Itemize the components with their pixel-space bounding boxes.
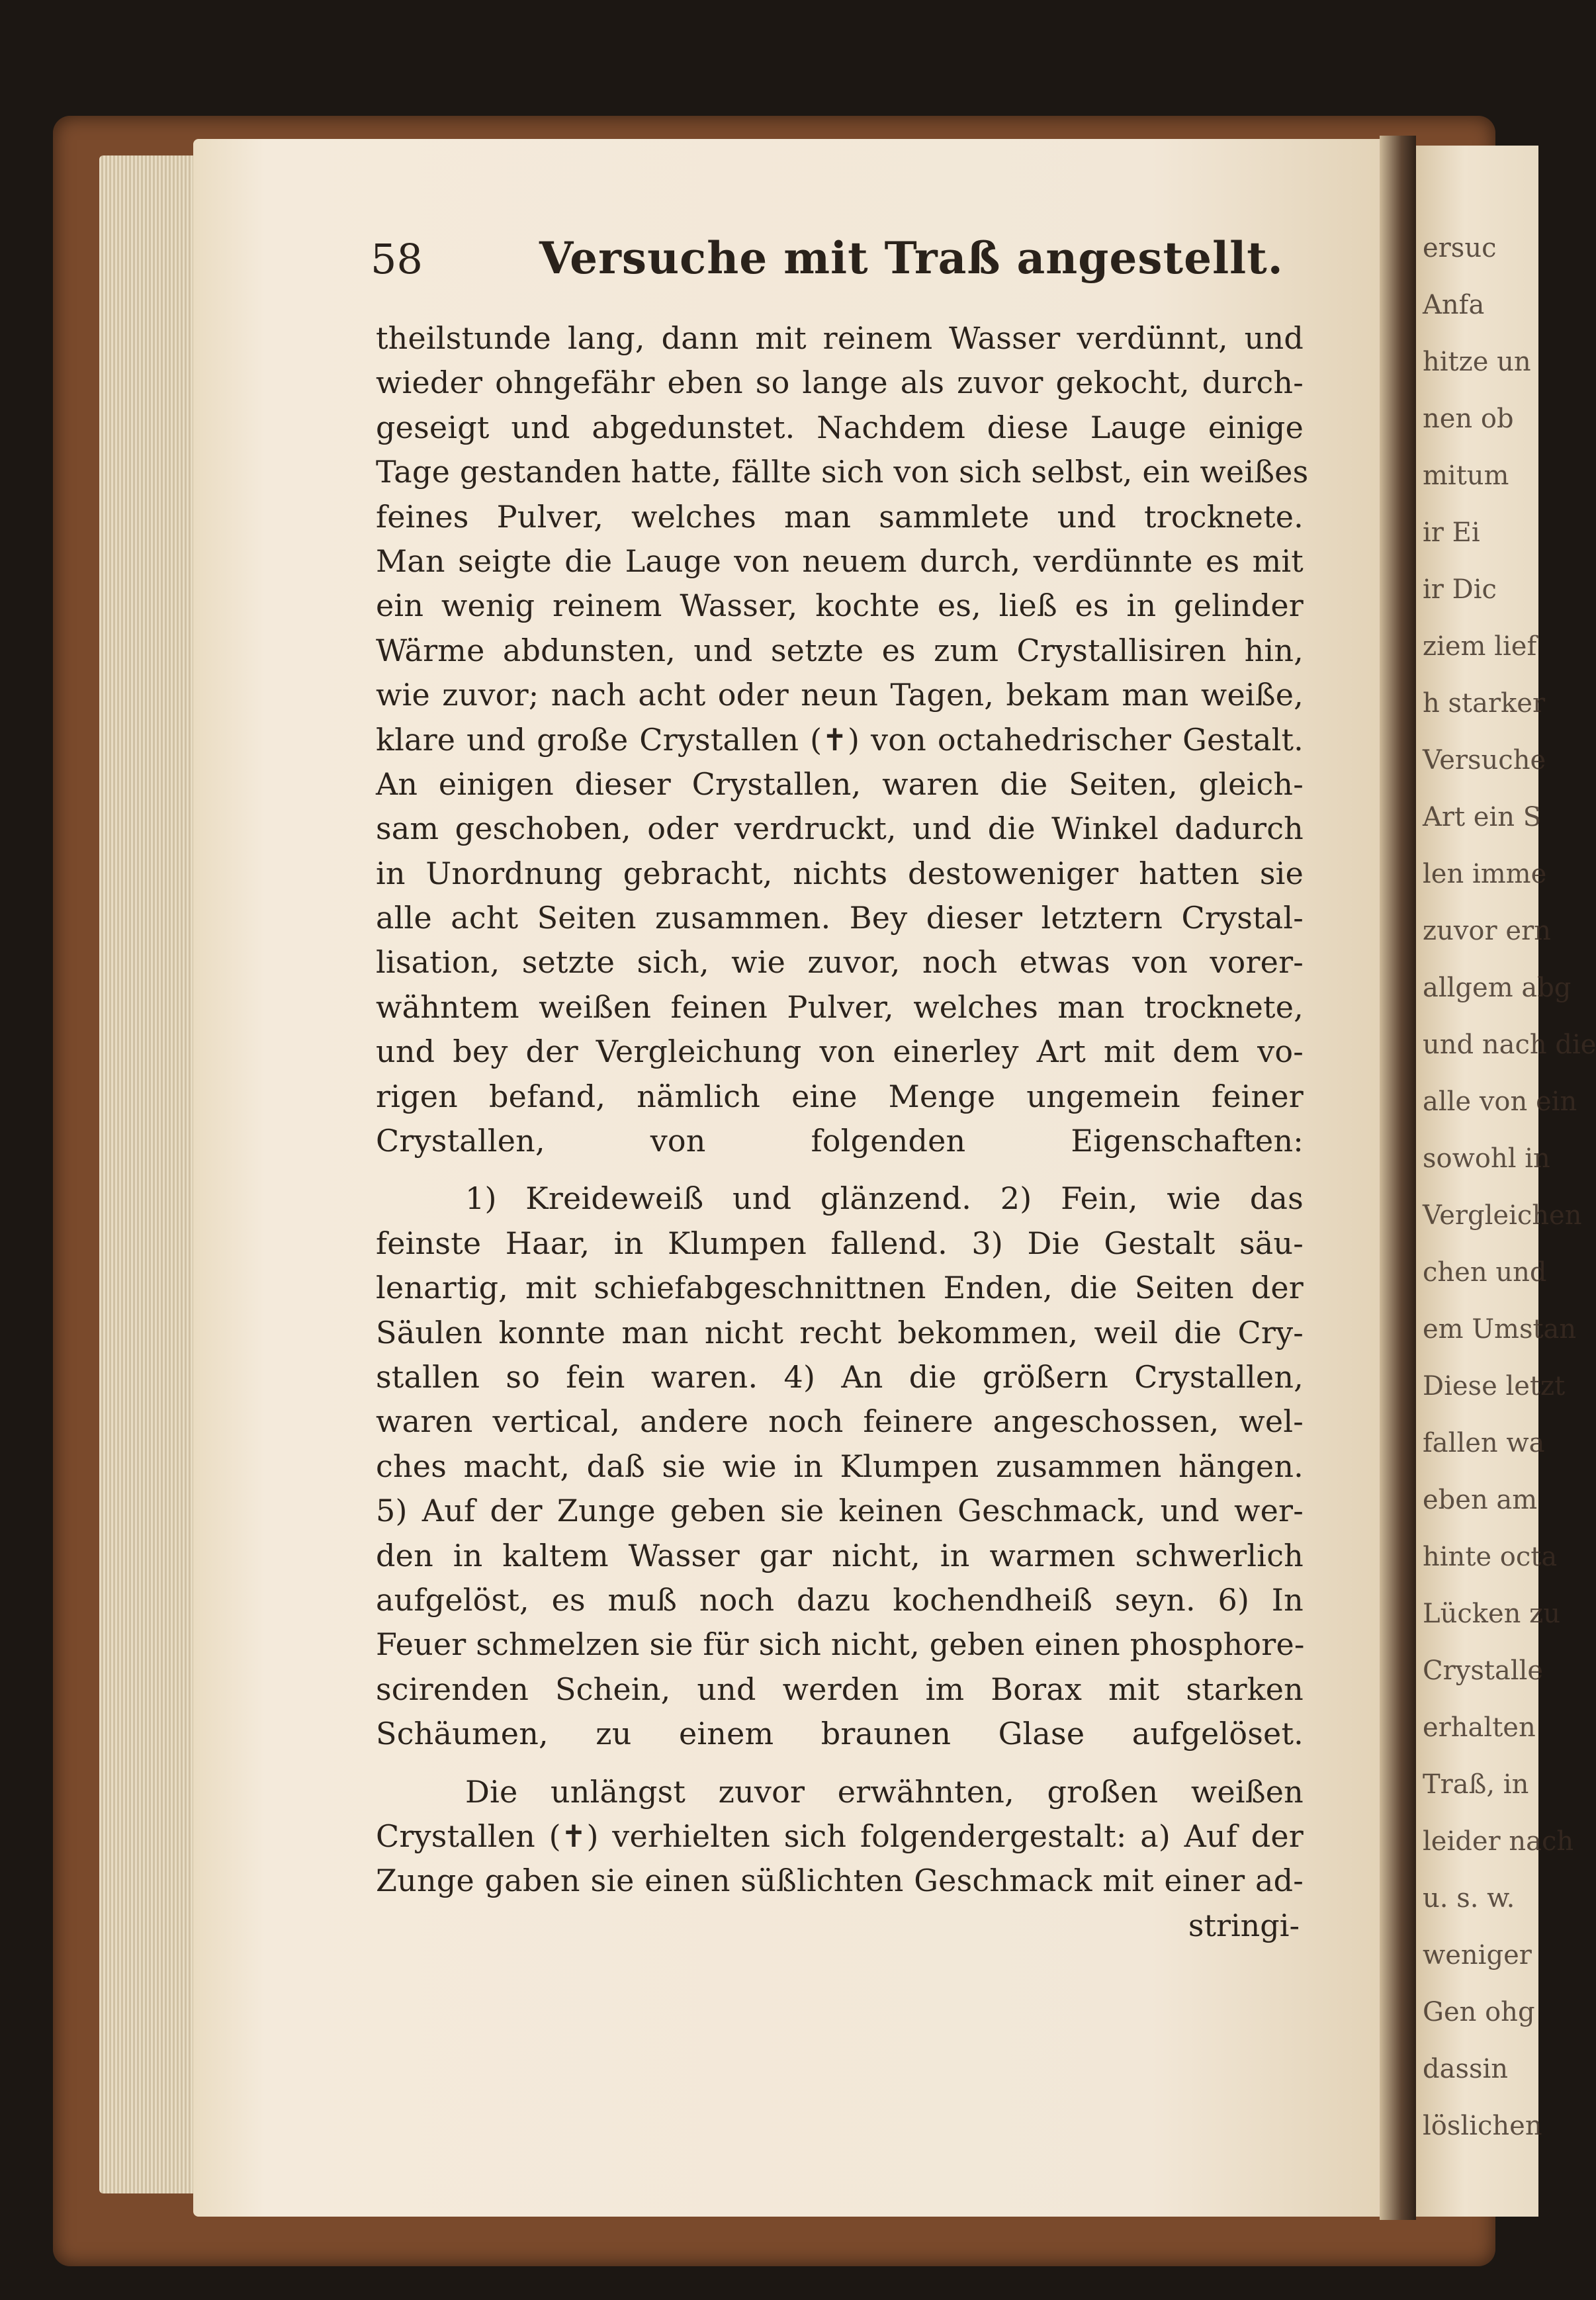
right-page-fragment: und nach die: [1423, 1030, 1596, 1060]
right-page-fragment: fallen wa: [1423, 1428, 1545, 1458]
right-page-fragment: ziem lief: [1423, 631, 1537, 662]
right-page-fragment: Gen ohg: [1423, 1997, 1535, 2027]
right-page-fragment: u. s. w.: [1423, 1883, 1515, 1914]
text-line: sam geschoben, oder verdruckt, und die Winkel dadurch: [376, 811, 1304, 847]
text-line: 5) Auf der Zunge geben sie keinen Geschmack, und wer-: [376, 1493, 1304, 1529]
right-page-fragment: leider nach: [1423, 1826, 1574, 1857]
text-line: ein wenig reinem Wasser, kochte es, ließ es in gelinder: [376, 588, 1304, 624]
right-page-fragment: allgem abg: [1423, 973, 1572, 1003]
page-number: 58: [371, 235, 423, 283]
right-page-fragment: chen und: [1423, 1257, 1547, 1288]
text-line: lenartig, mit schiefabgeschnittnen Enden, die Seiten der: [376, 1270, 1304, 1306]
right-page-fragment: hinte octa: [1423, 1542, 1558, 1572]
text-line: Zunge gaben sie einen süßlichten Geschmack mit einer ad-: [376, 1863, 1304, 1899]
text-line: An einigen dieser Crystallen, waren die Seiten, gleich-: [376, 766, 1304, 802]
right-page-fragment: h starker: [1423, 688, 1546, 719]
right-page-fragment: len imme: [1423, 859, 1547, 889]
right-page-fragment: zuvor ern: [1423, 916, 1551, 946]
text-line: klare und große Crystallen (✝) von octahedrischer Gestalt.: [376, 721, 1304, 758]
paragraph-3: [376, 1814, 1304, 1904]
right-page-fragment: eben am: [1423, 1485, 1538, 1515]
right-page-fragment: weniger: [1423, 1940, 1532, 1970]
paragraph-2: [376, 1221, 1304, 1757]
body-text: [376, 316, 1309, 1948]
text-line: waren vertical, andere noch feinere angeschossen, wel-: [376, 1403, 1304, 1440]
text-line: stallen so fein waren. 4) An die größern Crystallen,: [376, 1358, 1304, 1395]
right-page-fragment: Lücken zu: [1423, 1599, 1560, 1629]
right-page-fragment: dassin: [1423, 2054, 1509, 2084]
text-line: und bey der Vergleichung von einerley Art mit dem vo-: [376, 1034, 1304, 1070]
right-page-fragment: ersuc: [1423, 233, 1497, 263]
text-line: Wärme abdunsten, und setzte es zum Crystallisiren hin,: [376, 632, 1304, 668]
running-title: Versuche mit Traß angestellt.: [539, 232, 1284, 284]
text-line: ches macht, daß sie wie in Klumpen zusammen hängen.: [376, 1448, 1304, 1484]
right-page-fragment: Anfa: [1423, 290, 1485, 320]
right-page-fragment: ir Dic: [1423, 574, 1497, 605]
text-line: Schäumen, zu einem braunen Glase aufgelöset.: [376, 1716, 1304, 1752]
text-line: theilstunde lang, dann mit reinem Wasser verdünnt, und: [376, 320, 1304, 356]
right-page-fragment: sowohl in: [1423, 1143, 1550, 1174]
right-page-fragment: löslichen: [1423, 2111, 1542, 2141]
text-line: den in kaltem Wasser gar nicht, in warmen schwerlich: [376, 1537, 1304, 1573]
text-line: feinste Haar, in Klumpen fallend. 3) Die Gestalt säu-: [376, 1225, 1304, 1261]
text-line: in Unordnung gebracht, nichts destoweniger hatten sie: [376, 855, 1304, 891]
text-line: wie zuvor; nach acht oder neun Tagen, bekam man weiße,: [376, 677, 1304, 713]
right-page-fragment: hitze un: [1423, 347, 1531, 377]
text-line: Feuer schmelzen sie für sich nicht, geben einen phosphore-: [376, 1626, 1305, 1663]
text-line: feines Pulver, welches man sammlete und trocknete.: [376, 498, 1304, 535]
text-line: Man seigte die Lauge von neuem durch, verdünnte es mit: [376, 543, 1304, 579]
book-gutter: [1380, 136, 1416, 2220]
text-line: lisation, setzte sich, wie zuvor, noch etwas von vorer-: [376, 944, 1304, 981]
right-page-fragment: Vergleichen: [1423, 1200, 1582, 1231]
right-page-fragment: erhalten: [1423, 1712, 1536, 1743]
text-line: Säulen konnte man nicht recht bekommen, weil die Cry-: [376, 1314, 1304, 1350]
text-line: aufgelöst, es muß noch dazu kochendheiß seyn. 6) In: [376, 1581, 1304, 1618]
text-line: Tage gestanden hatte, fällte sich von sich selbst, ein weißes: [376, 454, 1309, 490]
right-page-fragment: Diese letzt: [1423, 1371, 1566, 1401]
text-line: rigen befand, nämlich eine Menge ungemein feiner: [376, 1078, 1304, 1114]
text-line: alle acht Seiten zusammen. Bey dieser letztern Crystal-: [376, 900, 1304, 936]
right-page-fragment: em Umstan: [1423, 1314, 1577, 1345]
text-line: wähntem weißen feinen Pulver, welches man trocknete,: [376, 989, 1304, 1025]
right-page-fragment: Art ein S: [1423, 802, 1542, 832]
text-line: geseigt und abgedunstet. Nachdem diese Lauge einige: [376, 409, 1304, 445]
text-line: wieder ohngefähr eben so lange als zuvor gekocht, durch-: [376, 365, 1304, 401]
catchword: stringi-: [1188, 1907, 1300, 1943]
right-page-fragment: ir Ei: [1423, 517, 1480, 548]
page-edges: [99, 155, 205, 2193]
right-page-fragment: Crystalle: [1423, 1656, 1544, 1686]
right-page-fragment: nen ob: [1423, 404, 1514, 434]
text-line: Die unlängst zuvor erwähnten, großen weißen: [465, 1773, 1304, 1810]
right-page-fragment: alle von ein: [1423, 1086, 1577, 1117]
text-line: 1) Kreideweiß und glänzend. 2) Fein, wie das: [465, 1180, 1304, 1217]
right-page-fragment: Traß, in: [1423, 1769, 1529, 1800]
right-page-fragment: Versuche: [1423, 745, 1546, 775]
page-header: [371, 232, 1310, 294]
text-line: scirenden Schein, und werden im Borax mit starken: [376, 1671, 1304, 1707]
text-line: Crystallen (✝) verhielten sich folgendergestalt: a) Auf der: [376, 1818, 1304, 1854]
text-line: Crystallen, von folgenden Eigenschaften:: [376, 1123, 1304, 1159]
right-page: [1416, 146, 1596, 2217]
paragraph-1: [376, 316, 1309, 1163]
right-page-fragment: mitum: [1423, 461, 1509, 491]
